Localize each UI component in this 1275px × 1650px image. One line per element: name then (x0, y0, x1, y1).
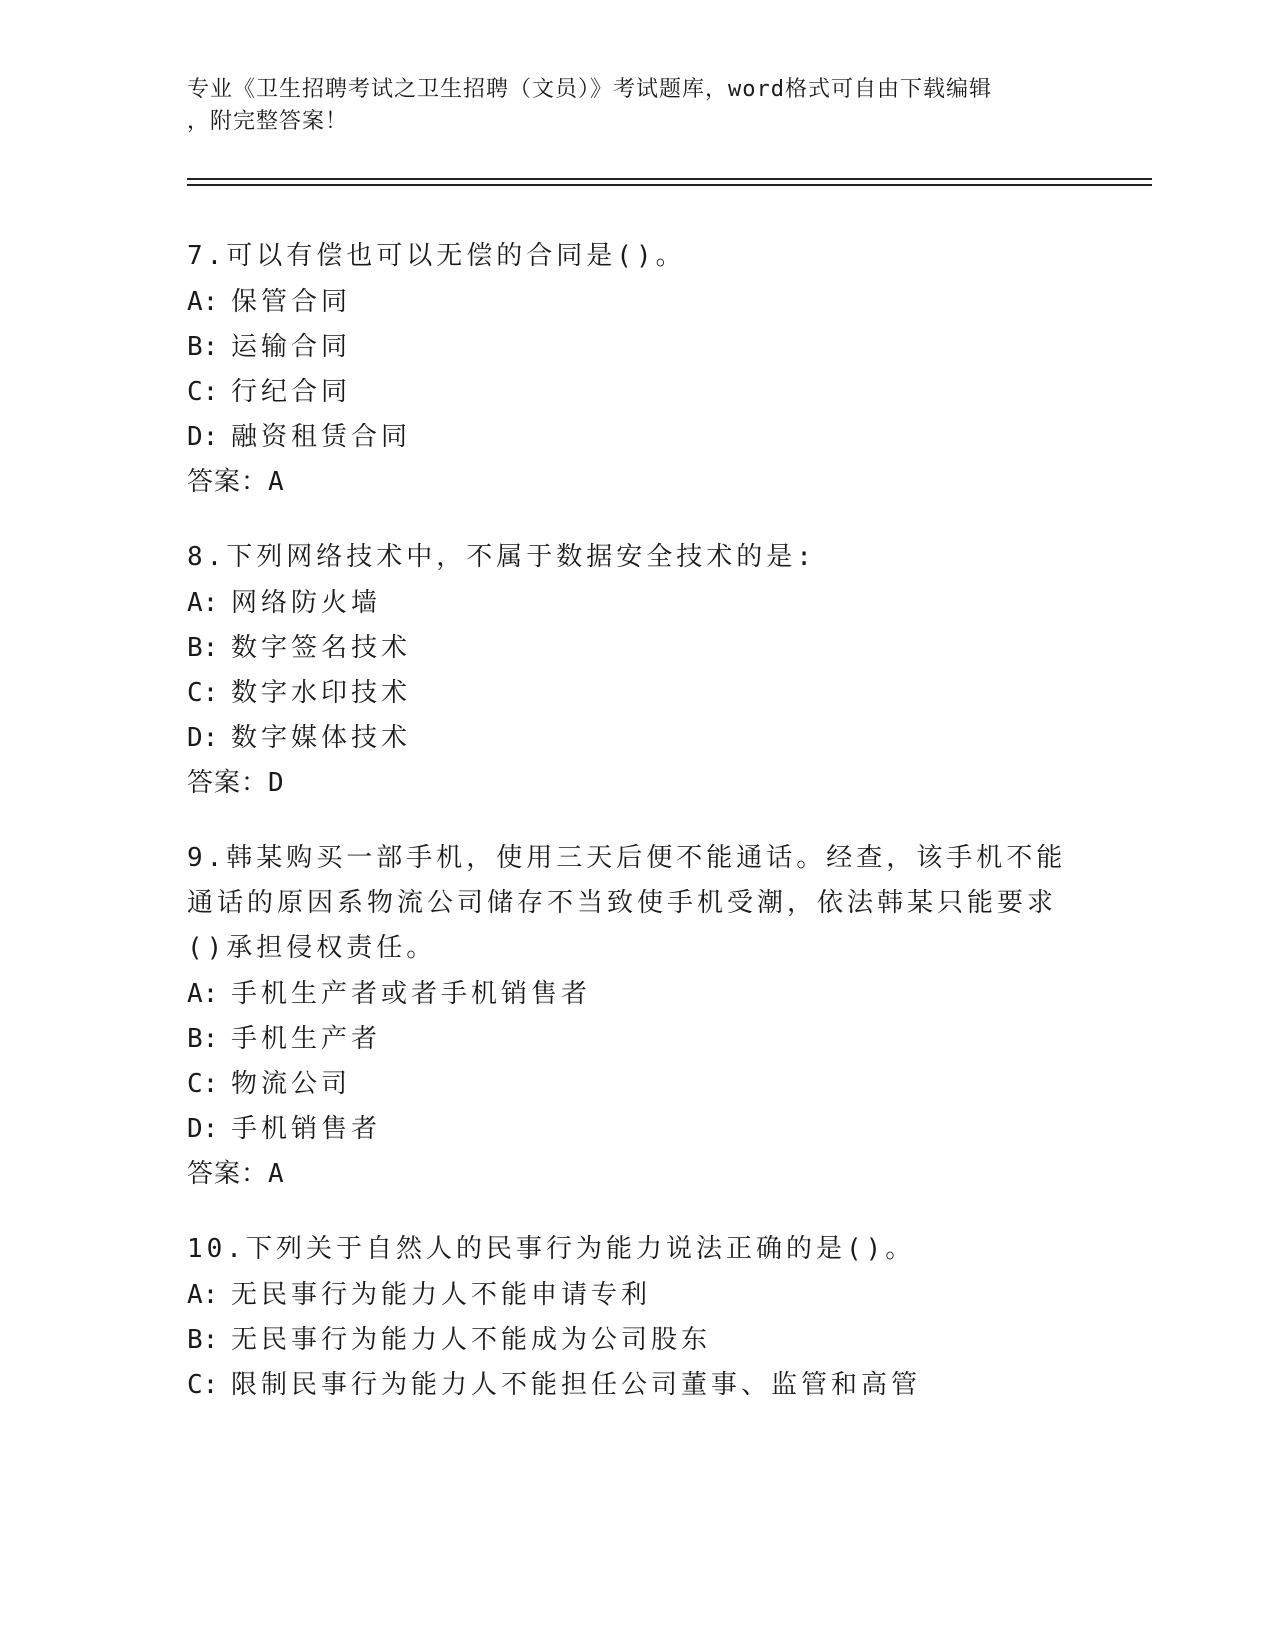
option-b (187, 325, 1067, 370)
option-key: A: (187, 588, 219, 618)
question-text: 7.可以有偿也可以无偿的合同是()。 (187, 241, 686, 271)
option-b (187, 626, 1067, 671)
option-c (187, 370, 1067, 415)
answer-label: 答案：A (187, 467, 285, 497)
header-divider-bottom (187, 184, 1152, 186)
option-text: 融资租赁合同 (231, 422, 412, 452)
question-10 (187, 1227, 1067, 1408)
question-list (187, 234, 1067, 1438)
option-b (187, 1017, 1067, 1062)
option-text: 数字水印技术 (231, 678, 412, 708)
option-text: 数字媒体技术 (231, 723, 412, 753)
option-key: A: (187, 1280, 219, 1310)
option-text: 行纪合同 (231, 377, 352, 407)
option-key: B: (187, 1325, 219, 1355)
option-key: A: (187, 287, 219, 317)
option-text: 无民事行为能力人不能成为公司股东 (231, 1325, 712, 1355)
option-d (187, 415, 1067, 460)
question-7 (187, 234, 1067, 505)
option-b (187, 1318, 1067, 1363)
option-text: 无民事行为能力人不能申请专利 (231, 1280, 652, 1310)
question-text: 10.下列关于自然人的民事行为能力说法正确的是()。 (187, 1234, 916, 1264)
option-text: 手机销售者 (231, 1114, 382, 1144)
option-a (187, 1273, 1067, 1318)
option-key: C: (187, 1069, 219, 1099)
option-text: 网络防火墙 (231, 588, 382, 618)
option-text: 保管合同 (231, 287, 352, 317)
option-key: C: (187, 1370, 219, 1400)
option-key: B: (187, 633, 219, 663)
question-text: 9.韩某购买一部手机，使用三天后便不能通话。经查，该手机不能通话的原因系物流公司储存不当致使手机受潮，依法韩某只能要求()承担侵权责任。 (187, 843, 1067, 963)
option-key: D: (187, 422, 219, 452)
question-text: 8.下列网络技术中，不属于数据安全技术的是: (187, 542, 816, 572)
option-text: 物流公司 (231, 1069, 352, 1099)
option-d (187, 716, 1067, 761)
option-key: A: (187, 979, 219, 1009)
answer-label: 答案：A (187, 1159, 285, 1189)
header-line-1: 专业《卫生招聘考试之卫生招聘（文员）》考试题库，word格式可自由下载编辑 (187, 77, 992, 102)
question-8 (187, 535, 1067, 806)
header-line-2: ，附完整答案！ (187, 109, 349, 134)
option-text: 运输合同 (231, 332, 352, 362)
option-text: 限制民事行为能力人不能担任公司董事、监管和高管 (231, 1370, 922, 1400)
option-key: B: (187, 1024, 219, 1054)
option-c (187, 1363, 1067, 1408)
header-divider-top (187, 178, 1152, 180)
option-a (187, 972, 1067, 1017)
option-c (187, 671, 1067, 716)
option-d (187, 1107, 1067, 1152)
option-text: 手机生产者或者手机销售者 (231, 979, 592, 1009)
option-key: C: (187, 377, 219, 407)
option-c (187, 1062, 1067, 1107)
option-a (187, 280, 1067, 325)
question-9 (187, 836, 1067, 1197)
answer-label: 答案：D (187, 768, 285, 798)
option-text: 数字签名技术 (231, 633, 412, 663)
option-text: 手机生产者 (231, 1024, 382, 1054)
document-header (187, 74, 1067, 138)
option-key: D: (187, 723, 219, 753)
option-a (187, 581, 1067, 626)
option-key: D: (187, 1114, 219, 1144)
option-key: B: (187, 332, 219, 362)
option-key: C: (187, 678, 219, 708)
